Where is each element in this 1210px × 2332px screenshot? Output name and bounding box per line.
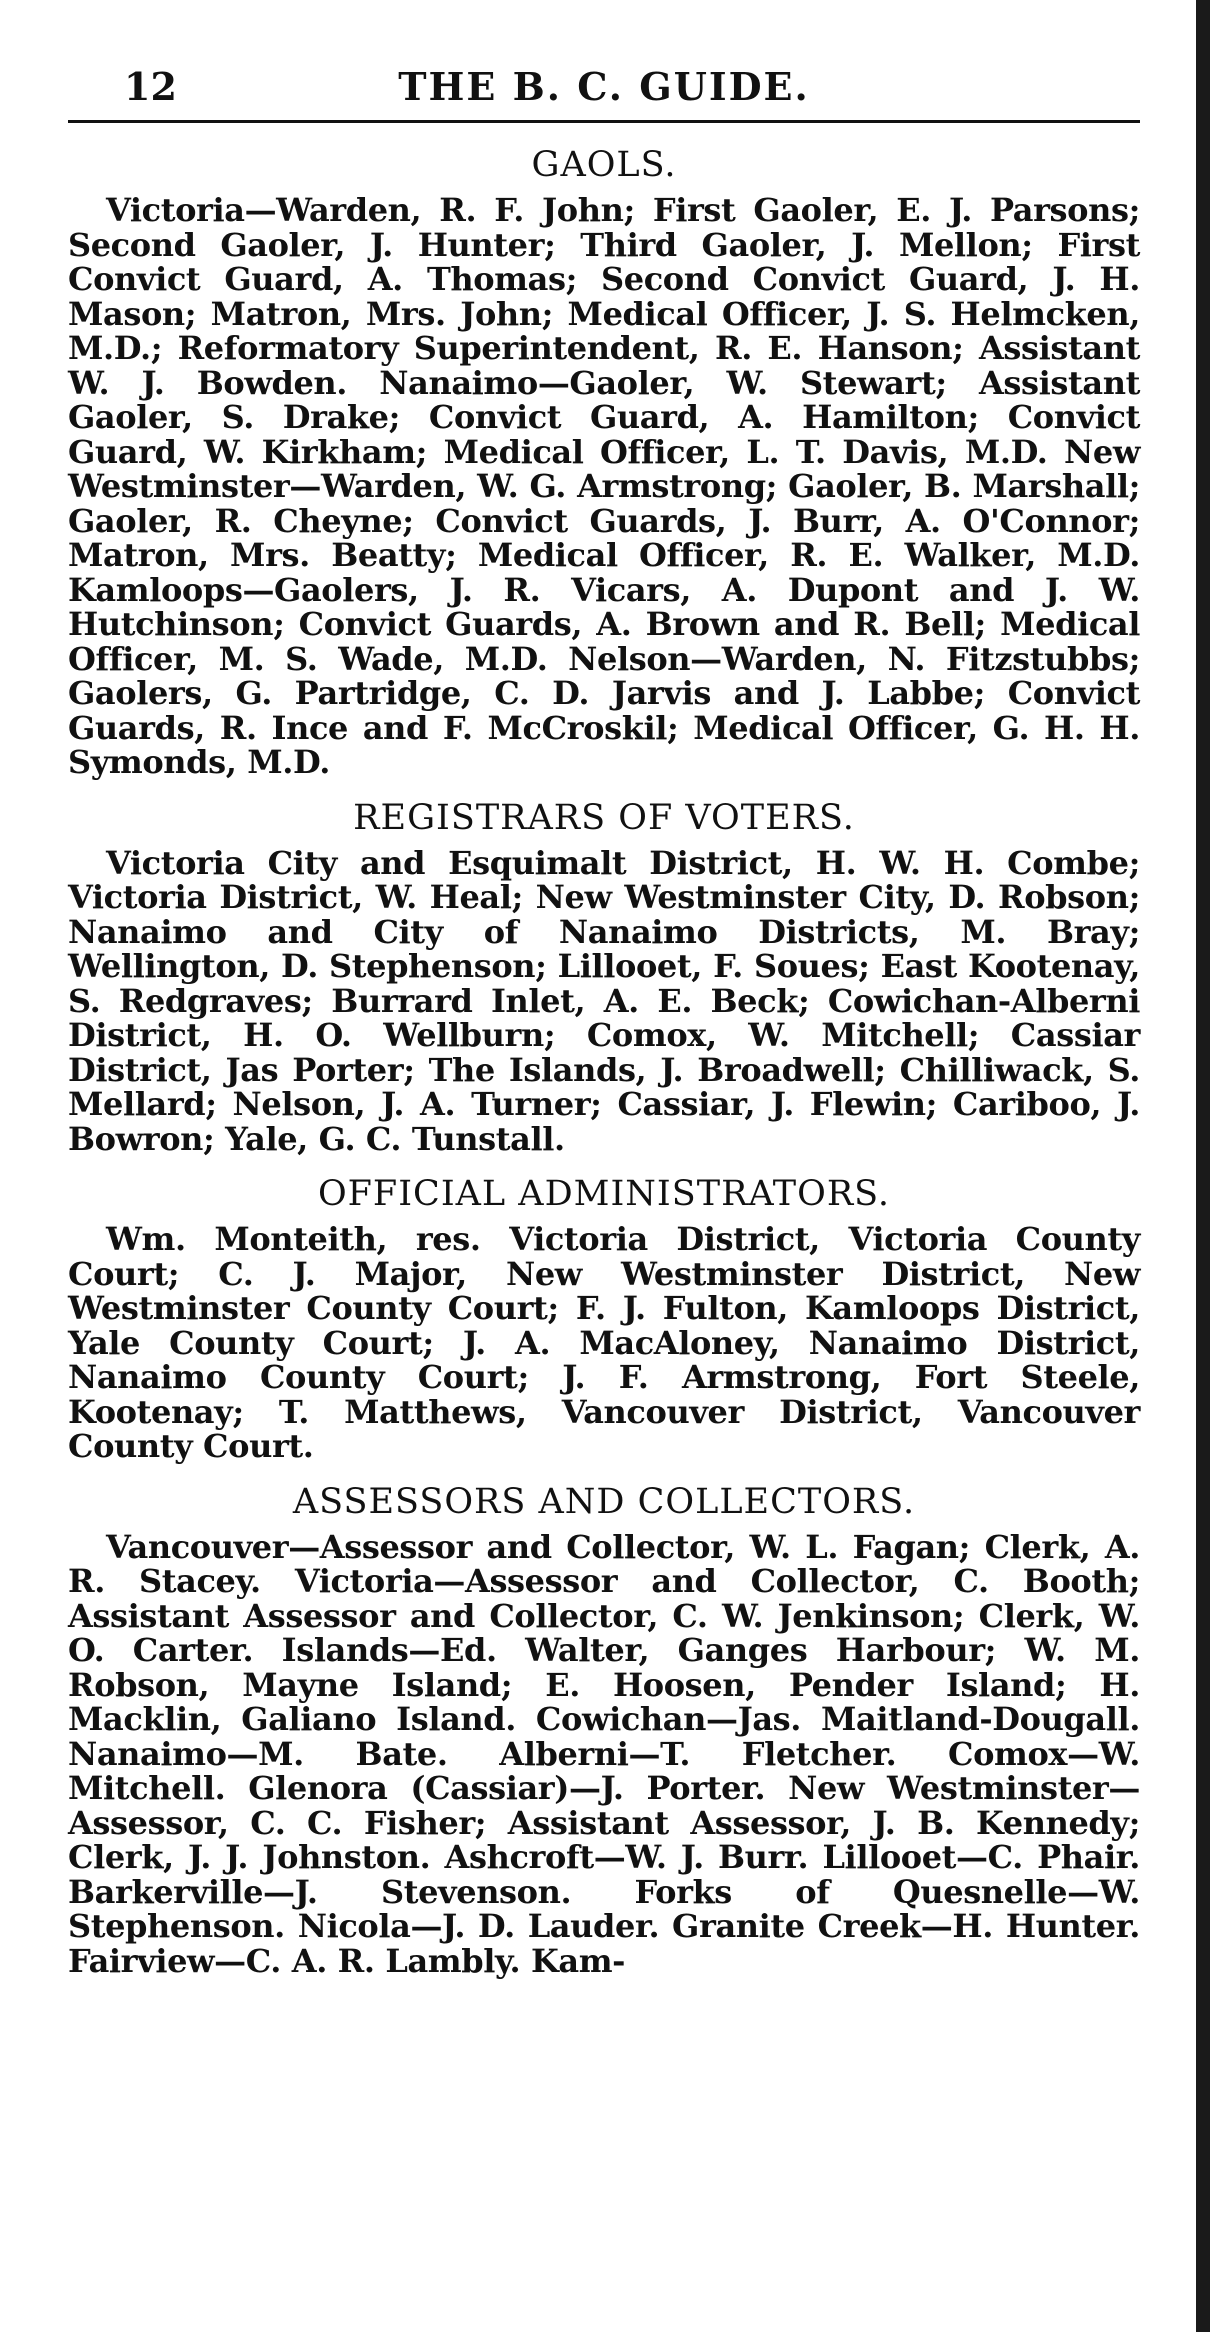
section-gaols — [68, 145, 1140, 780]
book-page — [68, 50, 1140, 1996]
page-edge-shadow — [1196, 0, 1210, 2332]
section-body: Victoria—Warden, R. F. John; First Gaoler, E. J. Parsons; Second Gaoler, J. Hunter; Third Gaoler, J. Mellon; First Convict Guard, A. Thomas; Second Convict Guard, J. H. Mason; Matron, Mrs. John; Medical Officer, J. S. Helmcken, M.D.; Reformatory Superintendent, R. E. Hanson; Assistant W. J. Bowden. Nanaimo—Gaoler, W. Stewart; Assistant Gaoler, S. Drake; Convict Guard, A. Hamilton; Convict Guard, W. Kirkham; Medical Officer, L. T. Davis, M.D. New Westminster—Warden, W. G. Armstrong; Gaoler, B. Marshall; Gaoler, R. Cheyne; Convict Guards, J. Burr, A. O'Connor; Matron, Mrs. Beatty; Medical Officer, R. E. Walker, M.D. Kamloops—Gaolers, J. R. Vicars, A. Dupont and J. W. Hutchinson; Convict Guards, A. Brown and R. Bell; Medical Officer, M. S. Wade, M.D. Nelson—Warden, N. Fitzstubbs; Gaolers, G. Partridge, C. D. Jarvis and J. Labbe; Convict Guards, R. Ince and F. McCroskil; Medical Officer, G. H. H. Symonds, M.D. — [68, 191, 1140, 781]
section-heading: OFFICIAL ADMINISTRATORS. — [317, 1174, 891, 1214]
running-title: THE B. C. GUIDE. — [398, 64, 810, 109]
section-body: Wm. Monteith, res. Victoria District, Victoria County Court; C. J. Major, New Westminster District, New Westminster County Court; F. J. Fulton, Kamloops District, Yale County Court; J. A. MacAloney, Nanaimo District, Nanaimo County Court; J. F. Armstrong, Fort Steele, Kootenay; T. Matthews, Vancouver District, Vancouver County Court. — [68, 1220, 1140, 1465]
section-heading: REGISTRARS OF VOTERS. — [353, 797, 855, 838]
page-number: 12 — [124, 64, 177, 109]
header-rule — [68, 120, 1140, 123]
section-heading: GAOLS. — [531, 145, 677, 185]
section-official-administrators — [68, 1174, 1140, 1464]
section-assessors-and-collectors — [68, 1482, 1140, 1979]
section-body: Victoria City and Esquimalt District, H. W. H. Combe; Victoria District, W. Heal; New Westminster City, D. Robson; Nanaimo and City of Nanaimo Districts, M. Bray; Wellington, D. Stephenson; Lillooet, F. Soues; East Kootenay, S. Redgraves; Burrard Inlet, A. E. Beck; Cowichan-Alberni District, H. O. Wellburn; Comox, W. Mitchell; Cassiar District, Jas Porter; The Islands, J. Broadwell; Chilliwack, S. Mellard; Nelson, J. A. Turner; Cassiar, J. Flewin; Cariboo, J. Bowron; Yale, G. C. Tunstall. — [68, 843, 1140, 1158]
running-head — [68, 50, 1140, 120]
section-heading: ASSESSORS AND COLLECTORS. — [292, 1481, 916, 1522]
section-registrars-of-voters — [68, 798, 1140, 1157]
section-body: Vancouver—Assessor and Collector, W. L. Fagan; Clerk, A. R. Stacey. Victoria—Assessor and Collector, C. Booth; Assistant Assessor and Collector, C. W. Jenkinson; Clerk, W. O. Carter. Islands—Ed. Walter, Ganges Harbour; W. M. Robson, Mayne Island; E. Hoosen, Pender Island; H. Macklin, Galiano Island. Cowichan—Jas. Maitland-Dougall. Nanaimo—M. Bate. Alberni—T. Fletcher. Comox—W. Mitchell. Glenora (Cassiar)—J. Porter. New Westminster—Assessor, C. C. Fisher; Assistant Assessor, J. B. Kennedy; Clerk, J. J. Johnston. Ashcroft—W. J. Burr. Lillooet—C. Phair. Barkerville—J. Stevenson. Forks of Quesnelle—W. Stephenson. Nicola—J. D. Lauder. Granite Creek—H. Hunter. Fairview—C. A. R. Lambly. Kam- — [68, 1527, 1140, 1980]
